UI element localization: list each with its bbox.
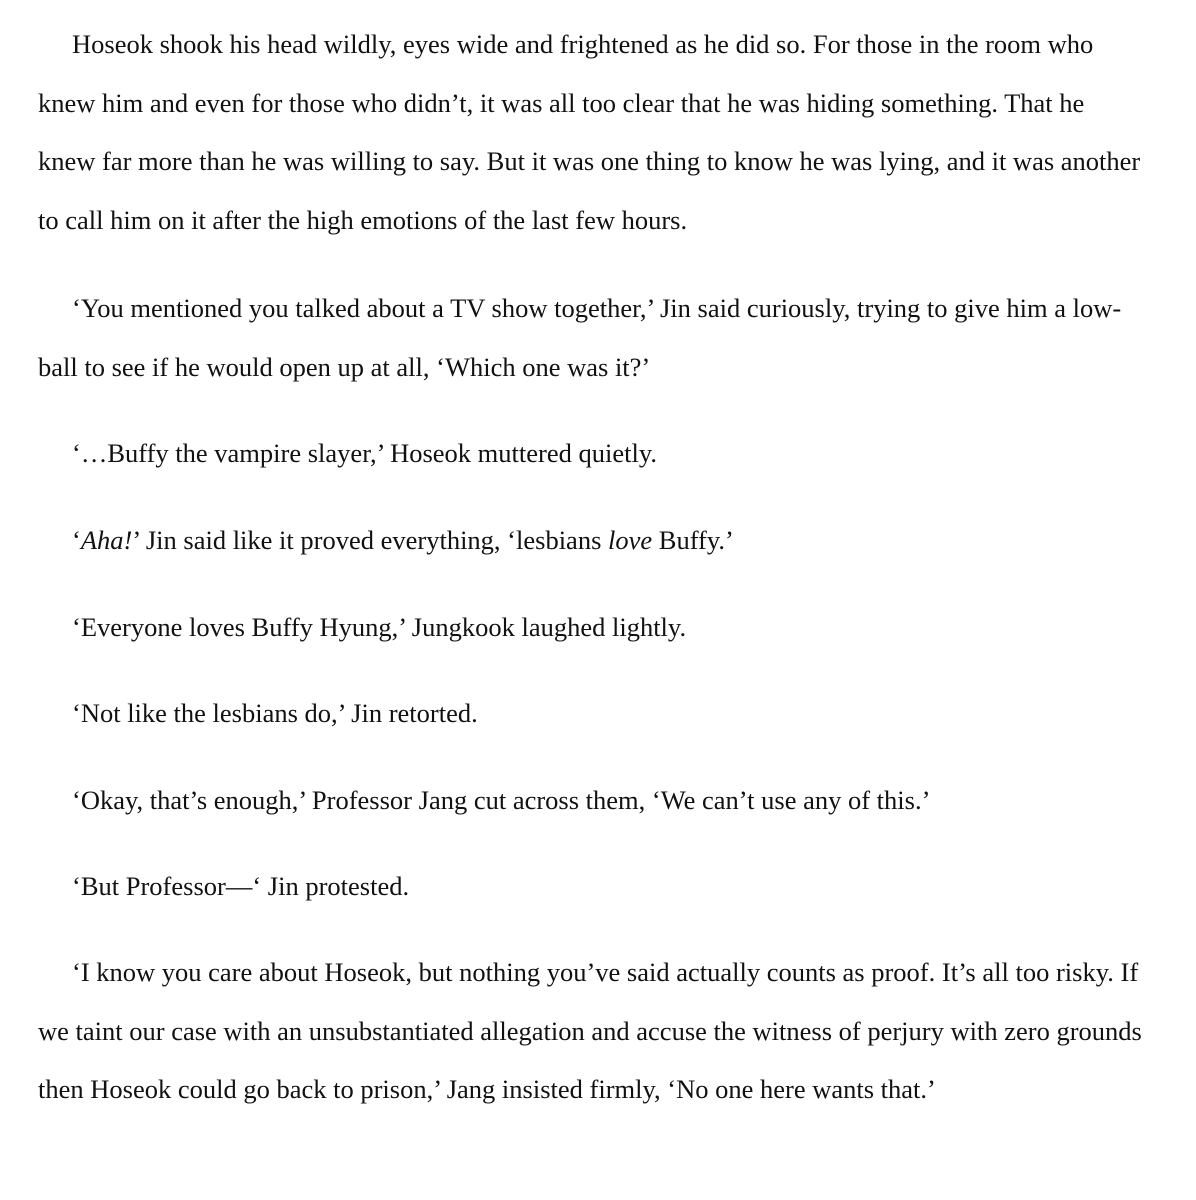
paragraph-jungkook-laughed: ‘Everyone loves Buffy Hyung,’ Jungkook laughed lightly. xyxy=(72,612,687,642)
paragraph-jin-retorted: ‘Not like the lesbians do,’ Jin retorted. xyxy=(72,698,478,728)
text-open-quote: ‘ xyxy=(72,525,81,555)
text-aha-italic: Aha! xyxy=(80,525,133,555)
paragraph-jin-tv-show: ‘You mentioned you talked about a TV show together,’ Jin said curiously, trying to give him a low-ball to see if he would open up at all, ‘Which one was it?’ xyxy=(38,293,1122,382)
paragraph-professor-jang: ‘Okay, that’s enough,’ Professor Jang cut across them, ‘We can’t use any of this.’ xyxy=(72,785,931,815)
paragraph-jin-protested: ‘But Professor—‘ Jin protested. xyxy=(72,871,410,901)
paragraph-jang-insisted: ‘I know you care about Hoseok, but nothing you’ve said actually counts as proof. It’s all too risky. If we taint our case with an unsubstantiated allegation and accuse the witness of perjury with zero grounds then Hoseok could go back to prison,’ Jang insisted firmly, ‘No one here wants that.’ xyxy=(38,957,1142,1105)
text-mid: ’ Jin said like it proved everything, ‘lesbians xyxy=(132,525,609,555)
paragraph-buffy-muttered: ‘…Buffy the vampire slayer,’ Hoseok muttered quietly. xyxy=(72,438,657,468)
paragraph-jin-aha xyxy=(38,511,1148,570)
paragraph-hoseok-shook-head: Hoseok shook his head wildly, eyes wide and frightened as he did so. For those in the room who knew him and even for those who didn’t, it was all too clear that he was hiding something. That he knew far more than he was willing to say. But it was one thing to know he was lying, and it was another to call him on it after the high emotions of the last few hours. xyxy=(38,29,1141,236)
text-love-italic: love xyxy=(608,525,653,555)
text-end: Buffy.’ xyxy=(652,525,734,555)
